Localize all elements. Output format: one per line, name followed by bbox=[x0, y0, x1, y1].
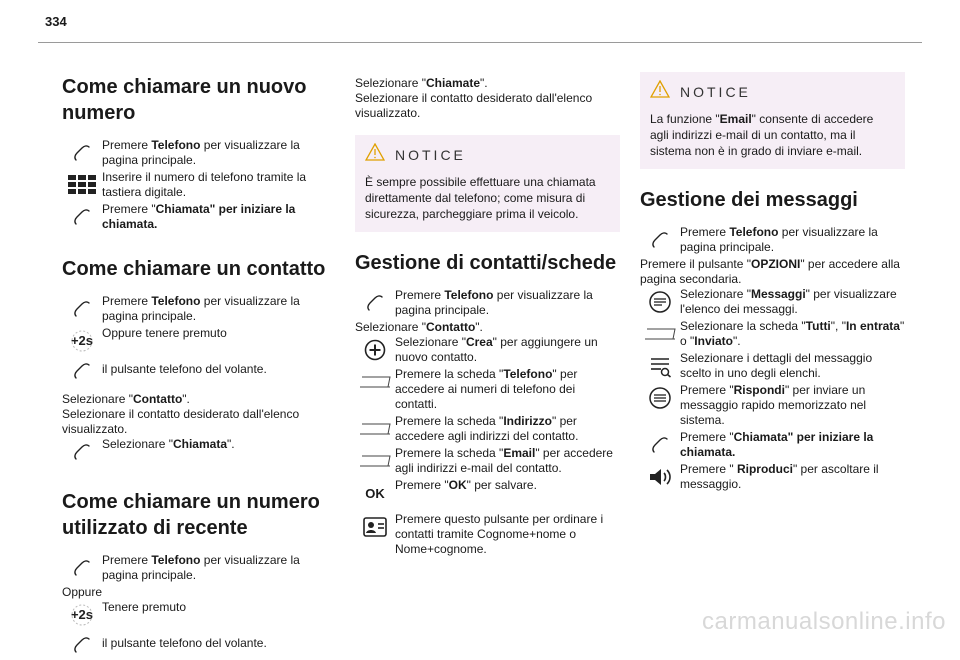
step-row: Premere la scheda "Email" per accedere agli indirizzi e-mail del contatto. bbox=[355, 446, 620, 476]
section-title-messages: Gestione dei messaggi bbox=[640, 189, 858, 211]
svg-text:+2s: +2s bbox=[70, 607, 94, 622]
speaker-icon bbox=[640, 464, 680, 490]
notice-title: NOTICE bbox=[395, 146, 466, 163]
step-row: Premere la scheda "Telefono" per accedere ai numeri di telefono dei contatti. bbox=[355, 367, 620, 412]
step-row: +2s Tenere premuto bbox=[62, 600, 332, 628]
sms-icon bbox=[640, 289, 680, 315]
column-middle: Selezionare "Chiamate". Selezionare il contatto desiderato dall'elenco visualizzato. NOTICE È sempre possibile effettuare una chiamata direttamente dal telefono; come misura di sicurezza, parcheggiare prima il veicolo. Gestione di contatti/schede Premere Telefono per visualizzare la pagina principale. Selezionare "Contatto". Selezionare "Crea" per aggiungere un nuovo contatto. Premere la scheda "Telefono" per accedere ai numeri di telefono dei contatti. Premere la scheda "Indirizzo" per accedere agli indirizzi del contatto. Premere la scheda "Email" per accedere agli indirizzi e-mail del contatto. OK Premere "OK" per salvare. Premere questo pulsante per ordinare i contatti tramite Cognome+nome o Nome+cognome. bbox=[355, 76, 620, 559]
step-row: Premere Telefono per visualizzare la pagina principale. bbox=[62, 138, 332, 168]
step-row: Premere Telefono per visualizzare la pagina principale. bbox=[640, 225, 905, 255]
step-row: Premere Telefono per visualizzare la pagina principale. bbox=[62, 294, 332, 324]
tab-icon bbox=[355, 448, 395, 474]
notice-box: NOTICE La funzione "Email" consente di accedere agli indirizzi e-mail di un contatto, ma il sistema non è in grado di inviare e-mail. bbox=[640, 72, 905, 169]
phone-icon bbox=[640, 227, 680, 253]
step-row: Selezionare "Crea" per aggiungere un nuovo contatto. bbox=[355, 335, 620, 365]
tab-icon bbox=[355, 369, 395, 395]
phone-icon bbox=[640, 432, 680, 458]
section-title-contact: Come chiamare un contatto bbox=[62, 258, 326, 280]
ok-icon: OK bbox=[365, 485, 385, 501]
step-row: Inserire il numero di telefono tramite la tastiera digitale. bbox=[62, 170, 332, 200]
quick-reply-icon bbox=[640, 385, 680, 411]
column-right: NOTICE La funzione "Email" consente di accedere agli indirizzi e-mail di un contatto, ma il sistema non è in grado di inviare e-mail. Gestione dei messaggi Premere Telefono per visualizzare la pagina principale. Premere il pulsante "OPZIONI" per accedere alla pagina secondaria. Selezionare "Messaggi" per visualizzare l'elenco dei messaggi. Selezionare la scheda "Tutti", "In entrata" o "Inviato". Selezionare i dettagli del messaggio scelto in uno degli elenchi. Premere "Rispondi" per inviare un messaggio rapido memorizzato nel sistema. Premere "Chiamata" per iniziare la chiamata. Premere " Riproduci" per ascoltare il messaggio. bbox=[640, 60, 905, 494]
phone-icon bbox=[62, 140, 102, 166]
step-row: +2s Oppure tenere premuto bbox=[62, 326, 332, 354]
step-row: Premere Telefono per visualizzare la pagina principale. bbox=[355, 288, 620, 318]
section-title-new-number: Come chiamare un nuovo numero bbox=[62, 76, 307, 124]
phone-icon bbox=[355, 290, 395, 316]
phone-icon bbox=[62, 204, 102, 230]
sort-contacts-icon bbox=[355, 514, 395, 540]
section-title-recent: Come chiamare un numero utilizzato di recente bbox=[62, 491, 320, 539]
keypad-icon bbox=[62, 172, 102, 198]
notice-box: NOTICE È sempre possibile effettuare una chiamata direttamente dal telefono; come misura di sicurezza, parcheggiare prima il veicolo. bbox=[355, 135, 620, 232]
step-row: Premere " Riproduci" per ascoltare il messaggio. bbox=[640, 462, 905, 492]
watermark: carmanualsonline.info bbox=[702, 608, 946, 635]
phone-icon bbox=[62, 555, 102, 581]
message-details-icon bbox=[640, 353, 680, 379]
step-row: Selezionare "Messaggi" per visualizzare l'elenco dei messaggi. bbox=[640, 287, 905, 317]
step-row: il pulsante telefono del volante. bbox=[62, 630, 332, 658]
step-row: OK Premere "OK" per salvare. bbox=[355, 478, 620, 506]
add-circle-icon bbox=[355, 337, 395, 363]
phone-icon bbox=[62, 296, 102, 322]
step-row: Selezionare "Chiamata". bbox=[62, 437, 332, 465]
press-2s-icon bbox=[62, 602, 102, 628]
section-title-contacts-cards: Gestione di contatti/schede bbox=[355, 252, 617, 274]
tab-icon bbox=[355, 416, 395, 442]
svg-text:+2s: +2s bbox=[70, 333, 94, 348]
step-row: Premere "Chiamata" per iniziare la chiamata. bbox=[640, 430, 905, 460]
step-row: Premere "Chiamata" per iniziare la chiamata. bbox=[62, 202, 332, 232]
step-row: Premere questo pulsante per ordinare i contatti tramite Cognome+nome o Nome+cognome. bbox=[355, 512, 620, 557]
header-rule bbox=[38, 42, 922, 43]
press-2s-icon bbox=[62, 328, 102, 354]
phone-icon bbox=[62, 358, 102, 384]
phone-icon bbox=[62, 439, 102, 465]
tab-icon bbox=[640, 321, 680, 347]
step-row: Selezionare i dettagli del messaggio scelto in uno degli elenchi. bbox=[640, 351, 905, 381]
step-row: Selezionare la scheda "Tutti", "In entrata" o "Inviato". bbox=[640, 319, 905, 349]
page-number: 334 bbox=[45, 14, 67, 29]
notice-title: NOTICE bbox=[680, 83, 751, 100]
warning-triangle-icon bbox=[650, 80, 670, 103]
step-row: il pulsante telefono del volante. bbox=[62, 356, 332, 384]
warning-triangle-icon bbox=[365, 143, 385, 166]
column-left: Come chiamare un nuovo numero Premere Telefono per visualizzare la pagina principale. Inserire il numero di telefono tramite la tastiera digitale. Premere "Chiamata" per iniziare la chiamata. Come chiamare un contatto Premere Telefono per visualizzare la pagina principale. +2s Oppure tenere premuto il pulsante telefono del volante. Selezionare "Contatto". Selezionare il contatto desiderato dall'elenco visualizzato. Selezionare "Chiamata". Come chiamare un numero utilizzato di recente Premere Telefono per visualizzare la pagina principale. Oppure +2s Tenere premuto il pulsante telefono del volante. bbox=[62, 62, 332, 660]
phone-icon bbox=[62, 632, 102, 658]
step-row: Premere "Rispondi" per inviare un messaggio rapido memorizzato nel sistema. bbox=[640, 383, 905, 428]
step-row: Premere la scheda "Indirizzo" per accedere agli indirizzi del contatto. bbox=[355, 414, 620, 444]
step-row: Premere Telefono per visualizzare la pagina principale. bbox=[62, 553, 332, 583]
